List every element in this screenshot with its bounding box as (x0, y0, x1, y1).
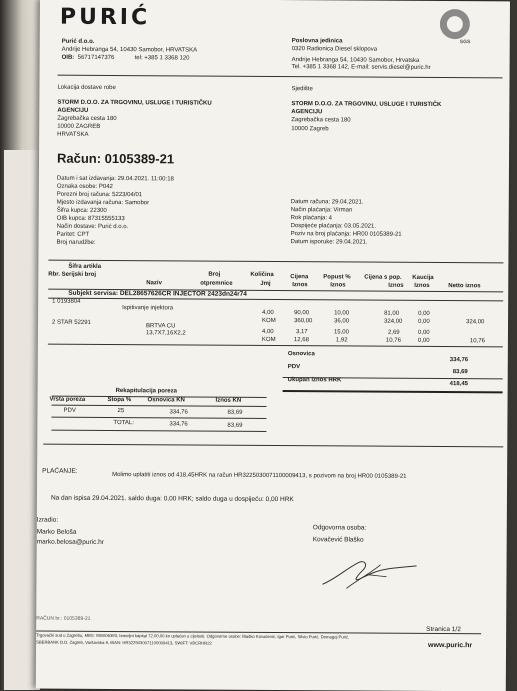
row-disc-price: 2,69 (387, 329, 400, 336)
row-unit: KOM (262, 317, 276, 325)
tax-total-label: TOTAL: (113, 420, 134, 427)
tax-col-rate: Stopa % (107, 396, 132, 404)
footer-website: www.puric.hr (428, 641, 473, 650)
seal-label: SGS (459, 39, 471, 46)
certification-seal (440, 9, 470, 39)
meta-payment-method: Način plaćanja: Virman (290, 207, 353, 214)
col-unit: Jmj (260, 280, 271, 287)
responsible-name: Kovačević Blaško (312, 536, 364, 544)
col-net: Netto iznos (448, 283, 481, 290)
meta-invoice-date: Datum računa: 29.04.2021. (290, 199, 364, 206)
meta-payment-term: Rok plaćanja: 4 (290, 215, 333, 222)
col-dispatch-1: Broj (208, 271, 221, 278)
page-number: Stranica 1/2 (426, 625, 461, 634)
vat-label: PDV (287, 364, 301, 371)
delivery-city: 10000 ZAGREB (57, 123, 101, 130)
meta-person: Oznaka osobe: P042 (56, 183, 113, 191)
tax-row-amount: 83,69 (227, 409, 243, 416)
row-disc-price: 81,00 (384, 310, 400, 317)
meta-place: Mjesto izdavanja računa: Samobor (56, 199, 150, 207)
footer-court-info: Trgovački sud u Zagrebu, MBS: 080006393, temeljni kapital 72.00,00 kn uplaćen u cijelosti. Odgovorne osobe: Blaško Kovačević, Igor Purić, Silvio Purić, Domagoj Purić. (36, 632, 350, 640)
total-amount: 418,45 (449, 381, 469, 388)
issuer-email: marko.belosa@puric.hr (36, 538, 105, 546)
total-label: Ukupan iznos HRK (287, 377, 342, 384)
row-price-amount: 12,68 (293, 337, 309, 344)
row-price: 3,17 (295, 329, 308, 336)
footer-doc-ref: RAČUN br.: 0105389-21 (36, 615, 91, 622)
branch-title: Poslovna jedinica (291, 38, 343, 45)
invoice-page (36, 0, 510, 691)
tax-recap-header-rule (52, 405, 267, 407)
company-address: Andrije Hebranga 54, 10430 Samobor, HRVATSKA (61, 46, 198, 54)
row-price-amount: 360,00 (294, 318, 313, 325)
hq-street: Zagrebačka cesta 180 (291, 117, 351, 124)
company-tel: tel: +385 1 3368 120 (134, 55, 190, 62)
col-price-amount: Iznos (292, 282, 308, 289)
row-qty: 4,00 (261, 328, 274, 335)
row-deposit-amount: 0,00 (417, 337, 430, 344)
row-qty: 4,00 (262, 309, 274, 316)
col-deposit: Kaucija (412, 274, 434, 281)
company-oib: 56717147376 (77, 54, 115, 62)
col-row-serial: Rbr. Serijski broj (48, 271, 97, 278)
row-discount: 15,00 (333, 329, 350, 336)
tax-col-amount: Iznos KN (215, 397, 242, 404)
company-logo: PURIĆ (59, 4, 151, 31)
row-discount-amount: 36,00 (334, 318, 350, 325)
row-disc-price-amount: 10,76 (385, 337, 401, 344)
col-name: Naziv (146, 280, 162, 287)
col-discount-amount: Iznos (330, 282, 346, 289)
col-disc-price: Cijena s pop. (364, 274, 402, 281)
table-bottom-rule (48, 344, 503, 348)
delivery-country: HRVATSKA (57, 131, 89, 138)
responsible-label: Odgovorna osoba: (312, 524, 367, 532)
row-serial: 2 STAR 52291 (52, 319, 91, 326)
tax-row-rate: 25 (117, 408, 125, 415)
meta-payment-reference: Poziv na broj plaćanja: HR00 0105389-21 (290, 231, 402, 238)
meta-customer-code: Šifra kupca: 22300 (56, 207, 107, 214)
row-name: Ispitivanje injektora (122, 305, 174, 312)
totals-double-rule (283, 390, 503, 393)
handwritten-signature (316, 548, 426, 595)
meta-due-date: Dospijeće plaćanja: 03.05.2021. (290, 223, 377, 230)
vat-amount: 83,69 (452, 369, 468, 376)
delivery-name-2: AGENCIJU (57, 107, 89, 114)
col-qty: Količina (250, 271, 274, 278)
tax-col-base: Osnovica KN (147, 397, 185, 404)
row-price: 90,00 (294, 310, 310, 317)
delivery-name: STORM D.O.O. ZA TRGOVINU, USLUGE I TURISTIČKU (57, 99, 212, 107)
delivery-label: Lokacija dostave robe (57, 84, 116, 92)
row-name-detail: 13,7X7,16X2,2 (145, 330, 186, 337)
underlying-page (4, 150, 38, 690)
subject-rule (48, 298, 503, 302)
table-top-rule (48, 260, 503, 264)
col-price: Cijena (290, 274, 309, 281)
delivery-street: Zagrebačka cesta 180 (57, 115, 117, 123)
footer-bank-info: SBERBANK D.D. Zagreb, Varšavska 9, IBAN: HR3225030071100009413, SWIFT: VBCRHR22 (36, 639, 212, 646)
row-deposit-amount: 0,00 (418, 318, 430, 325)
tax-total-base: 334,76 (169, 421, 188, 428)
branch-line2: Andrije Hebranga 54, 10430 Samobor, Hrvatska (291, 57, 420, 64)
payment-instructions: Molimo uplatiti iznos od 418,45HRK na račun HR3225030071100009413, s pozivom na broj HR00 0105389-21 (112, 472, 407, 480)
row-net: 324,00 (466, 319, 485, 326)
base-label: Osnovica (287, 351, 315, 358)
branch-line1: 0320 Radionica Diesel sklopova (291, 46, 378, 53)
hq-name: STORM D.O.O. ZA TRGOVINU, USLUGE I TURISTIČK (291, 101, 442, 109)
company-name: Purić d.o.o. (61, 38, 95, 45)
oib-label: OIB: (61, 54, 75, 61)
hq-city: 10000 Zagreb (291, 126, 329, 133)
row-discount-amount: 1,92 (335, 337, 348, 344)
branch-line3: Tel. +385 1 3368 142, E-mail: servis.diesel@puric.hr (291, 64, 431, 71)
row-deposit: 0,00 (417, 329, 430, 336)
tax-row-type: PDV (63, 407, 76, 414)
meta-customer-oib: OIB kupca: 87315555133 (56, 215, 125, 223)
meta-parity: Paritet: CPT (56, 231, 90, 238)
tax-row-base: 334,76 (169, 409, 188, 416)
meta-issue-datetime: Datum i sat izdavanja: 29.04.2021. 11:00:18 (56, 175, 174, 183)
background-page-edge (0, 0, 40, 690)
tax-total-amount: 83,69 (227, 422, 243, 429)
tax-recap-total-rule (51, 417, 266, 419)
payment-label: PLAĆANJE: (42, 467, 78, 475)
issuer-name: Marko Beloša (36, 528, 77, 536)
invoice-title: Račun: 0105389-21 (56, 150, 175, 167)
col-item-code: Šifra artikla (68, 263, 102, 270)
base-amount: 334,76 (449, 357, 469, 364)
tax-recap-bottom-rule (51, 430, 266, 432)
tax-recap-title: Rekapitulacija poreza (115, 388, 177, 395)
row-discount: 10,00 (334, 310, 350, 317)
hq-name-2: AGENCIJU (291, 109, 323, 116)
col-deposit-amount: Iznos (414, 282, 430, 289)
payment-divider (43, 444, 503, 448)
meta-order-number: Broj narudžbe: (56, 239, 96, 246)
col-dispatch-2: otpremnice (200, 280, 233, 287)
row-deposit: 0,00 (418, 310, 430, 317)
service-subject: Subjekt servisa: DEL28657626CR INJECTOR 2423dn24r74 (68, 289, 247, 298)
meta-tax-number: Porezni broj računa: 5223/04/01 (56, 191, 143, 199)
row-disc-price-amount: 324,00 (384, 318, 403, 325)
hq-label: Sjedište (291, 86, 313, 93)
meta-delivery-date: Datum isporuke: 29.04.2021. (290, 239, 368, 246)
row-serial: 1 0193804 (52, 298, 81, 305)
col-discount: Popust % (323, 274, 351, 281)
header-divider (58, 75, 503, 79)
tax-col-type: Vrsta poreza (49, 396, 86, 403)
row-unit: KOM (261, 336, 276, 344)
row-net: 10,76 (469, 338, 485, 345)
row-name: BRTVA CU (145, 323, 176, 330)
col-disc-price-amount: Iznos (388, 282, 404, 289)
issuer-label: Izradio: (36, 516, 59, 524)
debt-balance: Na dan ispisa 29.04.2021. saldo duga: 0,00 HRK; saldo duga u dospijeću: 0,00 HRK (50, 494, 294, 504)
meta-delivery-method: Način dostave: Purić d.o.o. (56, 223, 129, 231)
